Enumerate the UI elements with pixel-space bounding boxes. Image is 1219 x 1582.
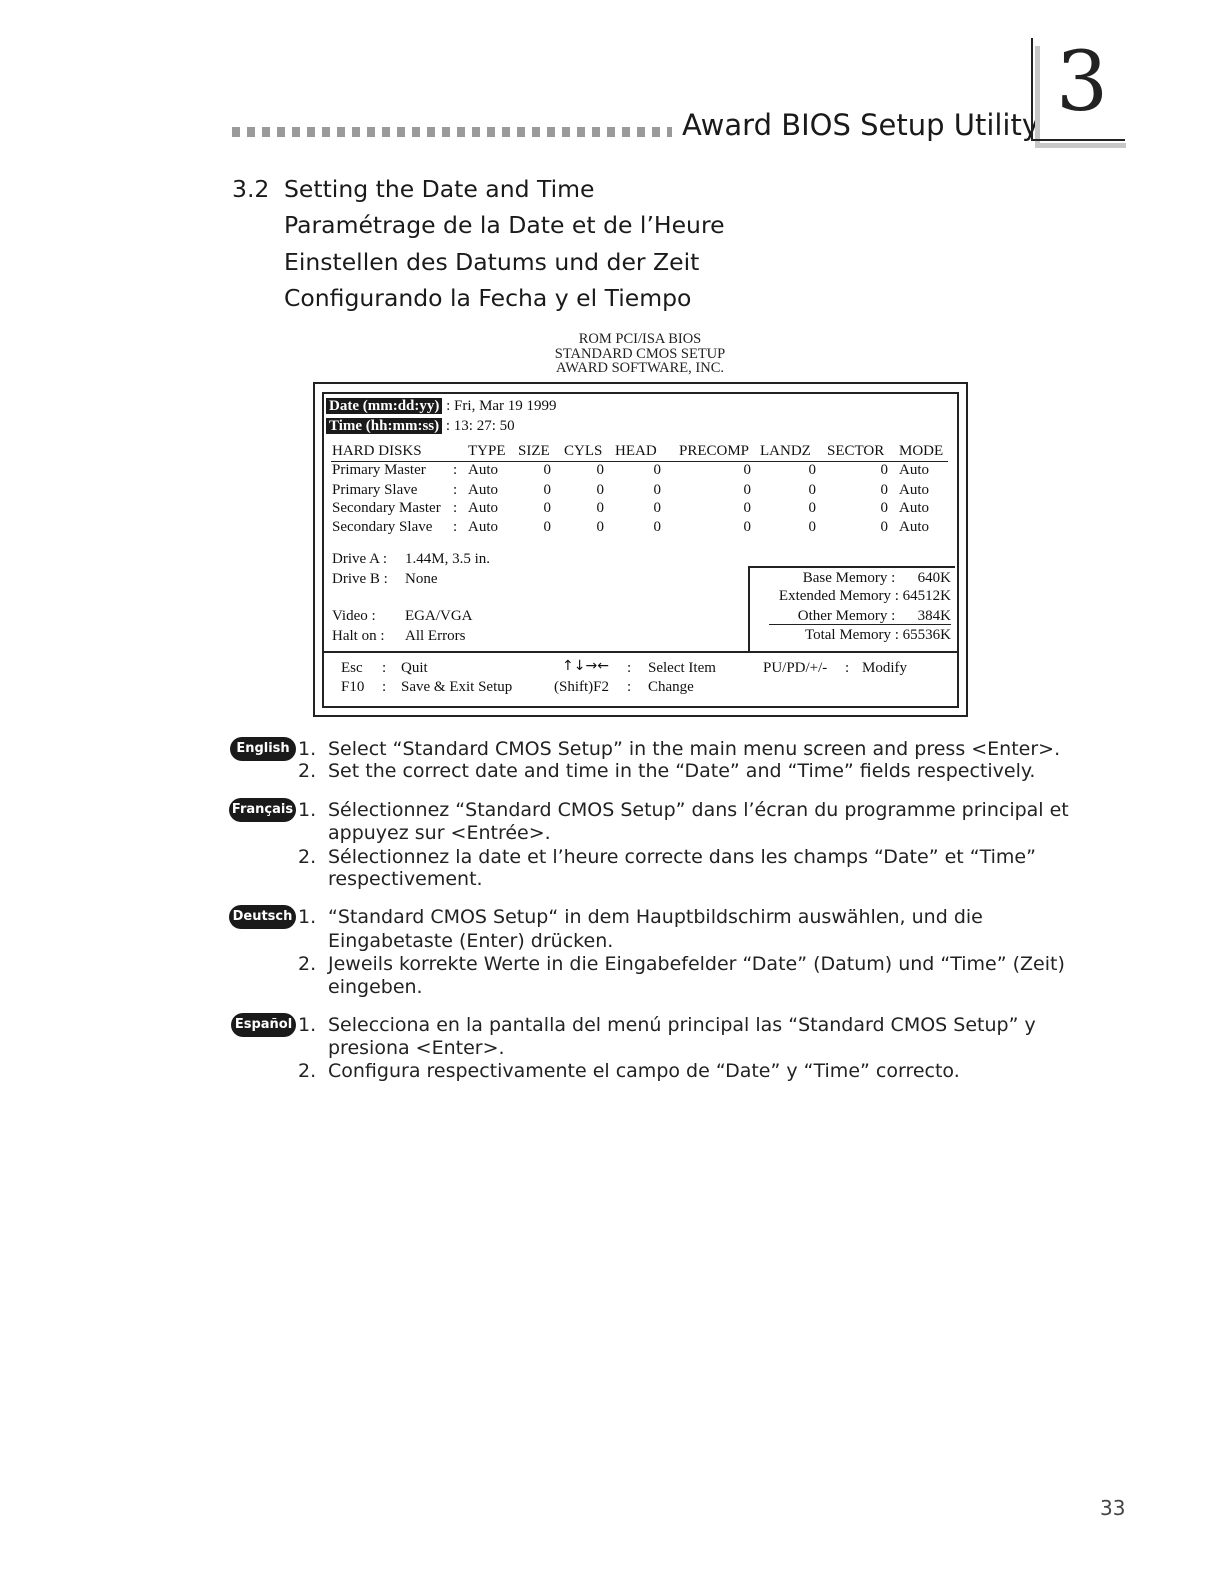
disk-type[interactable]: Auto xyxy=(468,482,498,498)
instruction-text: Configura respectivamente el campo de “Date” y “Time” correcto. xyxy=(328,1060,960,1082)
disk-size: 0 xyxy=(543,482,551,498)
disk-sep: : xyxy=(453,462,458,478)
disk-cyls: 0 xyxy=(596,500,604,516)
section-title-de: Einstellen des Datums und der Zeit xyxy=(284,248,700,276)
key-f10-action: Save & Exit Setup xyxy=(401,679,513,695)
disk-head: 0 xyxy=(653,500,661,516)
disk-sep: : xyxy=(453,482,458,498)
bios-caption-line: AWARD SOFTWARE, INC. xyxy=(555,360,724,376)
date-field-value[interactable]: : Fri, Mar 19 1999 xyxy=(446,398,557,414)
extended-memory-value: 64512K xyxy=(902,588,951,604)
instruction-text: Sélectionnez “Standard CMOS Setup” dans l’écran du programme principal et xyxy=(328,799,1069,821)
lang-badge-english: English xyxy=(230,737,296,761)
disk-precomp: 0 xyxy=(743,519,751,535)
item-number: 1. xyxy=(298,799,317,821)
disk-sep: : xyxy=(453,519,458,535)
video-value[interactable]: EGA/VGA xyxy=(405,608,473,624)
disk-head: 0 xyxy=(653,482,661,498)
base-memory-label: Base Memory : xyxy=(802,570,896,586)
time-field-label[interactable]: Time (hh:mm:ss) xyxy=(326,418,442,434)
disk-head: 0 xyxy=(653,519,661,535)
instruction-text: Jeweils korrekte Werte in die Eingabefelder “Date” (Datum) und “Time” (Zeit) xyxy=(328,953,1065,975)
chapter-title: Award BIOS Setup Utility xyxy=(682,108,1040,142)
section-title-en: Setting the Date and Time xyxy=(284,175,595,203)
date-field-label[interactable]: Date (mm:dd:yy) xyxy=(326,398,442,414)
disk-mode[interactable]: Auto xyxy=(899,462,929,478)
total-memory-label: Total Memory : xyxy=(804,627,899,643)
instruction-text: Sélectionnez la date et l’heure correcte dans les champs “Date” et “Time” xyxy=(328,846,1036,868)
disk-cyls: 0 xyxy=(596,519,604,535)
disk-name: Secondary Slave xyxy=(332,519,433,535)
item-number: 2. xyxy=(298,846,317,868)
extended-memory-label: Extended Memory : xyxy=(778,588,899,604)
drive-a-value[interactable]: 1.44M, 3.5 in. xyxy=(405,551,491,567)
key-help-divider xyxy=(322,651,957,653)
disk-head: 0 xyxy=(653,462,661,478)
key-shiftf2-action: Change xyxy=(648,679,694,695)
memory-box-left xyxy=(748,566,750,652)
key-sep: : xyxy=(382,679,387,695)
disk-sep: : xyxy=(453,500,458,516)
key-sep: : xyxy=(627,679,632,695)
instruction-text: appuyez sur <Entrée>. xyxy=(328,822,551,844)
base-memory-value: 640K xyxy=(917,570,951,586)
key-sep: : xyxy=(627,660,632,676)
disk-precomp: 0 xyxy=(743,482,751,498)
video-label: Video : xyxy=(332,608,376,624)
page-number: 33 xyxy=(1100,1496,1126,1520)
col-size: SIZE xyxy=(518,443,550,459)
other-memory-value: 384K xyxy=(917,608,951,624)
arrow-keys-icon: ↑↓→← xyxy=(562,658,609,674)
item-number: 1. xyxy=(298,738,317,760)
col-sector: SECTOR xyxy=(827,443,885,459)
instruction-text: Selecciona en la pantalla del menú principal las “Standard CMOS Setup” y xyxy=(328,1014,1036,1036)
bios-caption-line: STANDARD CMOS SETUP xyxy=(554,345,726,362)
memory-box-top xyxy=(748,566,955,568)
col-landz: LANDZ xyxy=(760,443,811,459)
col-precomp: PRECOMP xyxy=(679,443,750,459)
disk-precomp: 0 xyxy=(743,500,751,516)
disk-size: 0 xyxy=(543,462,551,478)
other-memory-label: Other Memory : xyxy=(797,608,896,624)
bios-caption-line: ROM PCI/ISA BIOS xyxy=(578,331,702,347)
col-cyls: CYLS xyxy=(564,443,603,459)
col-head: HEAD xyxy=(615,443,657,459)
item-number: 2. xyxy=(298,953,317,975)
col-mode: MODE xyxy=(899,443,944,459)
section-title-fr: Paramétrage de la Date et de l’Heure xyxy=(284,211,725,239)
disk-sector: 0 xyxy=(880,482,888,498)
lang-badge-francais: Français xyxy=(229,798,296,822)
disk-landz: 0 xyxy=(808,519,816,535)
disk-precomp: 0 xyxy=(743,462,751,478)
header-dot-rule xyxy=(232,127,672,137)
instruction-text: eingeben. xyxy=(328,976,423,998)
disk-type[interactable]: Auto xyxy=(468,519,498,535)
disk-sector: 0 xyxy=(880,500,888,516)
disk-type[interactable]: Auto xyxy=(468,462,498,478)
instruction-text: Select “Standard CMOS Setup” in the main menu screen and press <Enter>. xyxy=(328,738,1061,760)
chapter-number: 3 xyxy=(1056,35,1109,130)
disk-sector: 0 xyxy=(880,462,888,478)
lang-badge-espanol: Español xyxy=(231,1013,296,1037)
key-esc-action: Quit xyxy=(401,660,428,676)
drive-b-label: Drive B : xyxy=(332,571,388,587)
bios-caption xyxy=(440,332,840,376)
section-number: 3.2 xyxy=(232,175,270,203)
disk-name: Primary Master xyxy=(332,462,426,478)
disk-sector: 0 xyxy=(880,519,888,535)
disk-landz: 0 xyxy=(808,462,816,478)
instruction-text: Set the correct date and time in the “Date” and “Time” fields respectively. xyxy=(328,760,1036,782)
key-pupd: PU/PD/+/- xyxy=(763,660,828,676)
disk-cyls: 0 xyxy=(596,462,604,478)
key-esc: Esc xyxy=(341,660,363,676)
halt-label: Halt on : xyxy=(332,628,385,644)
key-shiftf2: (Shift)F2 xyxy=(554,679,610,695)
key-pupd-action: Modify xyxy=(862,660,907,676)
key-arrows-action: Select Item xyxy=(648,660,716,676)
disk-name: Secondary Master xyxy=(332,500,441,516)
disk-size: 0 xyxy=(543,519,551,535)
disk-size: 0 xyxy=(543,500,551,516)
lang-badge-deutsch: Deutsch xyxy=(229,905,296,929)
disk-type[interactable]: Auto xyxy=(468,500,498,516)
key-sep: : xyxy=(845,660,850,676)
item-number: 1. xyxy=(298,906,317,928)
disk-mode[interactable]: Auto xyxy=(899,500,929,516)
section-title-es: Configurando la Fecha y el Tiempo xyxy=(284,284,692,312)
item-number: 2. xyxy=(298,760,317,782)
col-type: TYPE xyxy=(468,443,506,459)
drive-a-label: Drive A : xyxy=(332,551,387,567)
item-number: 2. xyxy=(298,1060,317,1082)
total-memory-value: 65536K xyxy=(902,627,951,643)
halt-value[interactable]: All Errors xyxy=(405,628,466,644)
instruction-text: “Standard CMOS Setup“ in dem Hauptbildschirm auswählen, und die xyxy=(328,906,983,928)
key-sep: : xyxy=(382,660,387,676)
instruction-text: Eingabetaste (Enter) drücken. xyxy=(328,930,614,952)
drive-b-value[interactable]: None xyxy=(405,571,438,587)
key-f10: F10 xyxy=(341,679,365,695)
disk-landz: 0 xyxy=(808,500,816,516)
time-field-value[interactable]: : 13: 27: 50 xyxy=(445,418,515,434)
col-hard-disks: HARD DISKS xyxy=(332,443,422,459)
instruction-text: presiona <Enter>. xyxy=(328,1037,505,1059)
disk-mode[interactable]: Auto xyxy=(899,519,929,535)
disk-landz: 0 xyxy=(808,482,816,498)
item-number: 1. xyxy=(298,1014,317,1036)
disk-cyls: 0 xyxy=(596,482,604,498)
disk-mode[interactable]: Auto xyxy=(899,482,929,498)
instruction-text: respectivement. xyxy=(328,868,483,890)
disk-name: Primary Slave xyxy=(332,482,418,498)
